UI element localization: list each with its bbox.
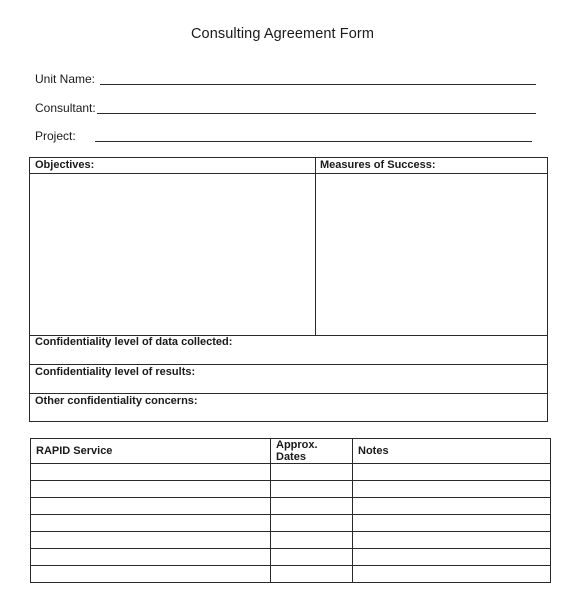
service-cell[interactable] — [31, 515, 271, 532]
table-row — [31, 549, 551, 566]
unit-name-label: Unit Name: — [35, 72, 96, 86]
approx-dates-header: Approx. Dates — [271, 439, 353, 464]
dates-cell[interactable] — [271, 549, 353, 566]
confidentiality-results-label: Confidentiality level of results: — [35, 366, 196, 378]
dates-cell[interactable] — [271, 481, 353, 498]
dates-cell[interactable] — [271, 566, 353, 583]
other-concerns-label: Other confidentiality concerns: — [35, 395, 198, 407]
unit-name-field[interactable] — [100, 84, 536, 85]
table-row — [31, 566, 551, 583]
notes-cell[interactable] — [353, 498, 551, 515]
agreement-table — [29, 157, 548, 422]
consultant-label: Consultant: — [35, 101, 96, 115]
notes-cell[interactable] — [353, 566, 551, 583]
rapid-service-header: RAPID Service — [31, 439, 271, 464]
service-cell[interactable] — [31, 532, 271, 549]
notes-cell[interactable] — [353, 515, 551, 532]
notes-cell[interactable] — [353, 532, 551, 549]
table-row — [31, 515, 551, 532]
form-title: Consulting Agreement Form — [190, 26, 375, 42]
dates-cell[interactable] — [271, 515, 353, 532]
service-table-header — [31, 439, 551, 464]
objectives-label: Objectives: — [35, 159, 95, 171]
service-cell[interactable] — [31, 549, 271, 566]
column-divider — [315, 158, 316, 335]
table-row — [31, 464, 551, 481]
row-divider-3 — [30, 393, 547, 394]
notes-cell[interactable] — [353, 481, 551, 498]
dates-cell[interactable] — [271, 464, 353, 481]
service-cell[interactable] — [31, 481, 271, 498]
table-row — [31, 532, 551, 549]
table-row — [31, 498, 551, 515]
header-divider — [30, 173, 547, 174]
service-cell[interactable] — [31, 464, 271, 481]
service-table — [30, 438, 551, 583]
project-field[interactable] — [95, 141, 532, 142]
dates-cell[interactable] — [271, 532, 353, 549]
service-cell[interactable] — [31, 566, 271, 583]
notes-cell[interactable] — [353, 464, 551, 481]
notes-cell[interactable] — [353, 549, 551, 566]
row-divider-2 — [30, 364, 547, 365]
confidentiality-data-label: Confidentiality level of data collected: — [35, 336, 233, 348]
measures-of-success-cell[interactable] — [317, 175, 547, 334]
measures-of-success-label: Measures of Success: — [320, 159, 436, 171]
consultant-field[interactable] — [97, 113, 536, 114]
service-cell[interactable] — [31, 498, 271, 515]
project-label: Project: — [35, 129, 76, 143]
objectives-cell[interactable] — [31, 175, 314, 334]
notes-header: Notes — [353, 439, 551, 464]
table-row — [31, 481, 551, 498]
dates-cell[interactable] — [271, 498, 353, 515]
